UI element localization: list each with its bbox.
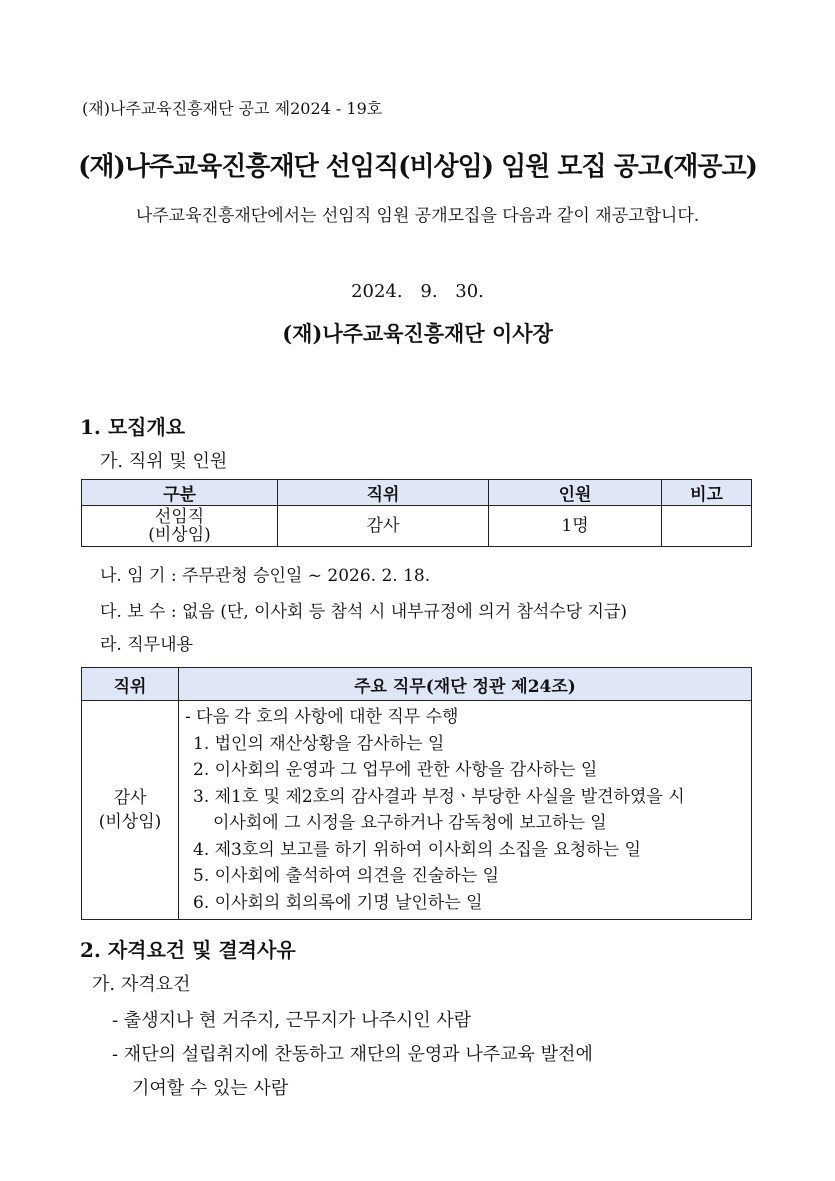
cell-category-line1: 선임직 bbox=[154, 507, 205, 527]
cell-note bbox=[662, 506, 752, 547]
table-row bbox=[82, 701, 752, 920]
position-table bbox=[81, 479, 752, 547]
notice-number: (재)나주교육진흥재단 공고 제2024 - 19호 bbox=[82, 99, 383, 118]
th-count: 인원 bbox=[489, 480, 662, 506]
section1-heading: 1. 모집개요 bbox=[80, 415, 186, 439]
cell-category-line2: (비상임) bbox=[148, 525, 211, 545]
qualification-item-2-cont: 기여할 수 있는 사람 bbox=[132, 1078, 289, 1099]
section1-sub-d: 라. 직무내용 bbox=[100, 635, 193, 655]
duty-item-5: 5. 이사회에 출석하여 의견을 진술하는 일 bbox=[193, 866, 499, 886]
cell-position: 감사 bbox=[278, 506, 489, 547]
th-position: 직위 bbox=[278, 480, 489, 506]
duty-item-4: 4. 제3호의 보고를 하기 위하여 이사회의 소집을 요청하는 일 bbox=[193, 839, 641, 860]
duty-item-3-cont: 이사회에 그 시정을 요구하거나 감독청에 보고하는 일 bbox=[213, 813, 607, 833]
duties-table bbox=[81, 667, 752, 920]
table-header-row bbox=[82, 480, 752, 506]
page-title: (재)나주교육진흥재단 선임직(비상임) 임원 모집 공고(재공고) bbox=[78, 152, 757, 182]
cell-count: 1명 bbox=[489, 506, 662, 547]
duty-intro: - 다음 각 호의 사항에 대한 직무 수행 bbox=[185, 707, 459, 727]
section2-heading: 2. 자격요건 및 결격사유 bbox=[80, 938, 296, 962]
th-duties: 주요 직무(재단 정관 제24조) bbox=[179, 668, 752, 701]
section1-sub-c: 다. 보 수 : 없음 (단, 이사회 등 참석 시 내부규정에 의거 참석수당 지급) bbox=[100, 602, 628, 622]
subtitle: 나주교육진흥재단에서는 선임직 임원 공개모집을 다음과 같이 재공고합니다. bbox=[135, 206, 700, 226]
cell-role-line1: 감사 bbox=[113, 788, 147, 808]
table-header-row bbox=[82, 668, 752, 701]
th-role: 직위 bbox=[82, 668, 179, 701]
duty-item-1: 1. 법인의 재산상황을 감사하는 일 bbox=[193, 733, 445, 754]
th-note: 비고 bbox=[662, 480, 752, 506]
section1-sub-b: 나. 임 기 : 주무관청 승인일 ~ 2026. 2. 18. bbox=[100, 566, 431, 586]
cell-category bbox=[82, 506, 278, 547]
th-category: 구분 bbox=[82, 480, 278, 506]
notice-date: 2024. 9. 30. bbox=[351, 281, 484, 302]
cell-duties bbox=[179, 701, 752, 920]
duty-item-3: 3. 제1호 및 제2호의 감사결과 부정ㆍ부당한 사실을 발견하였을 시 bbox=[193, 786, 685, 807]
cell-role bbox=[82, 701, 179, 920]
duty-item-2: 2. 이사회의 운영과 그 업무에 관한 사항을 감사하는 일 bbox=[193, 760, 598, 780]
table-row bbox=[82, 506, 752, 547]
qualification-item-2: - 재단의 설립취지에 찬동하고 재단의 운영과 나주교육 발전에 bbox=[112, 1044, 593, 1065]
cell-role-line2: (비상임) bbox=[98, 812, 162, 832]
section1-sub-a: 가. 직위 및 인원 bbox=[100, 451, 228, 472]
duty-item-6: 6. 이사회의 회의록에 기명 날인하는 일 bbox=[193, 892, 483, 913]
issuer: (재)나주교육진흥재단 이사장 bbox=[282, 321, 553, 346]
section2-sub-a: 가. 자격요건 bbox=[92, 974, 191, 995]
qualification-item-1: - 출생지나 현 거주지, 근무지가 나주시인 사람 bbox=[112, 1010, 472, 1031]
